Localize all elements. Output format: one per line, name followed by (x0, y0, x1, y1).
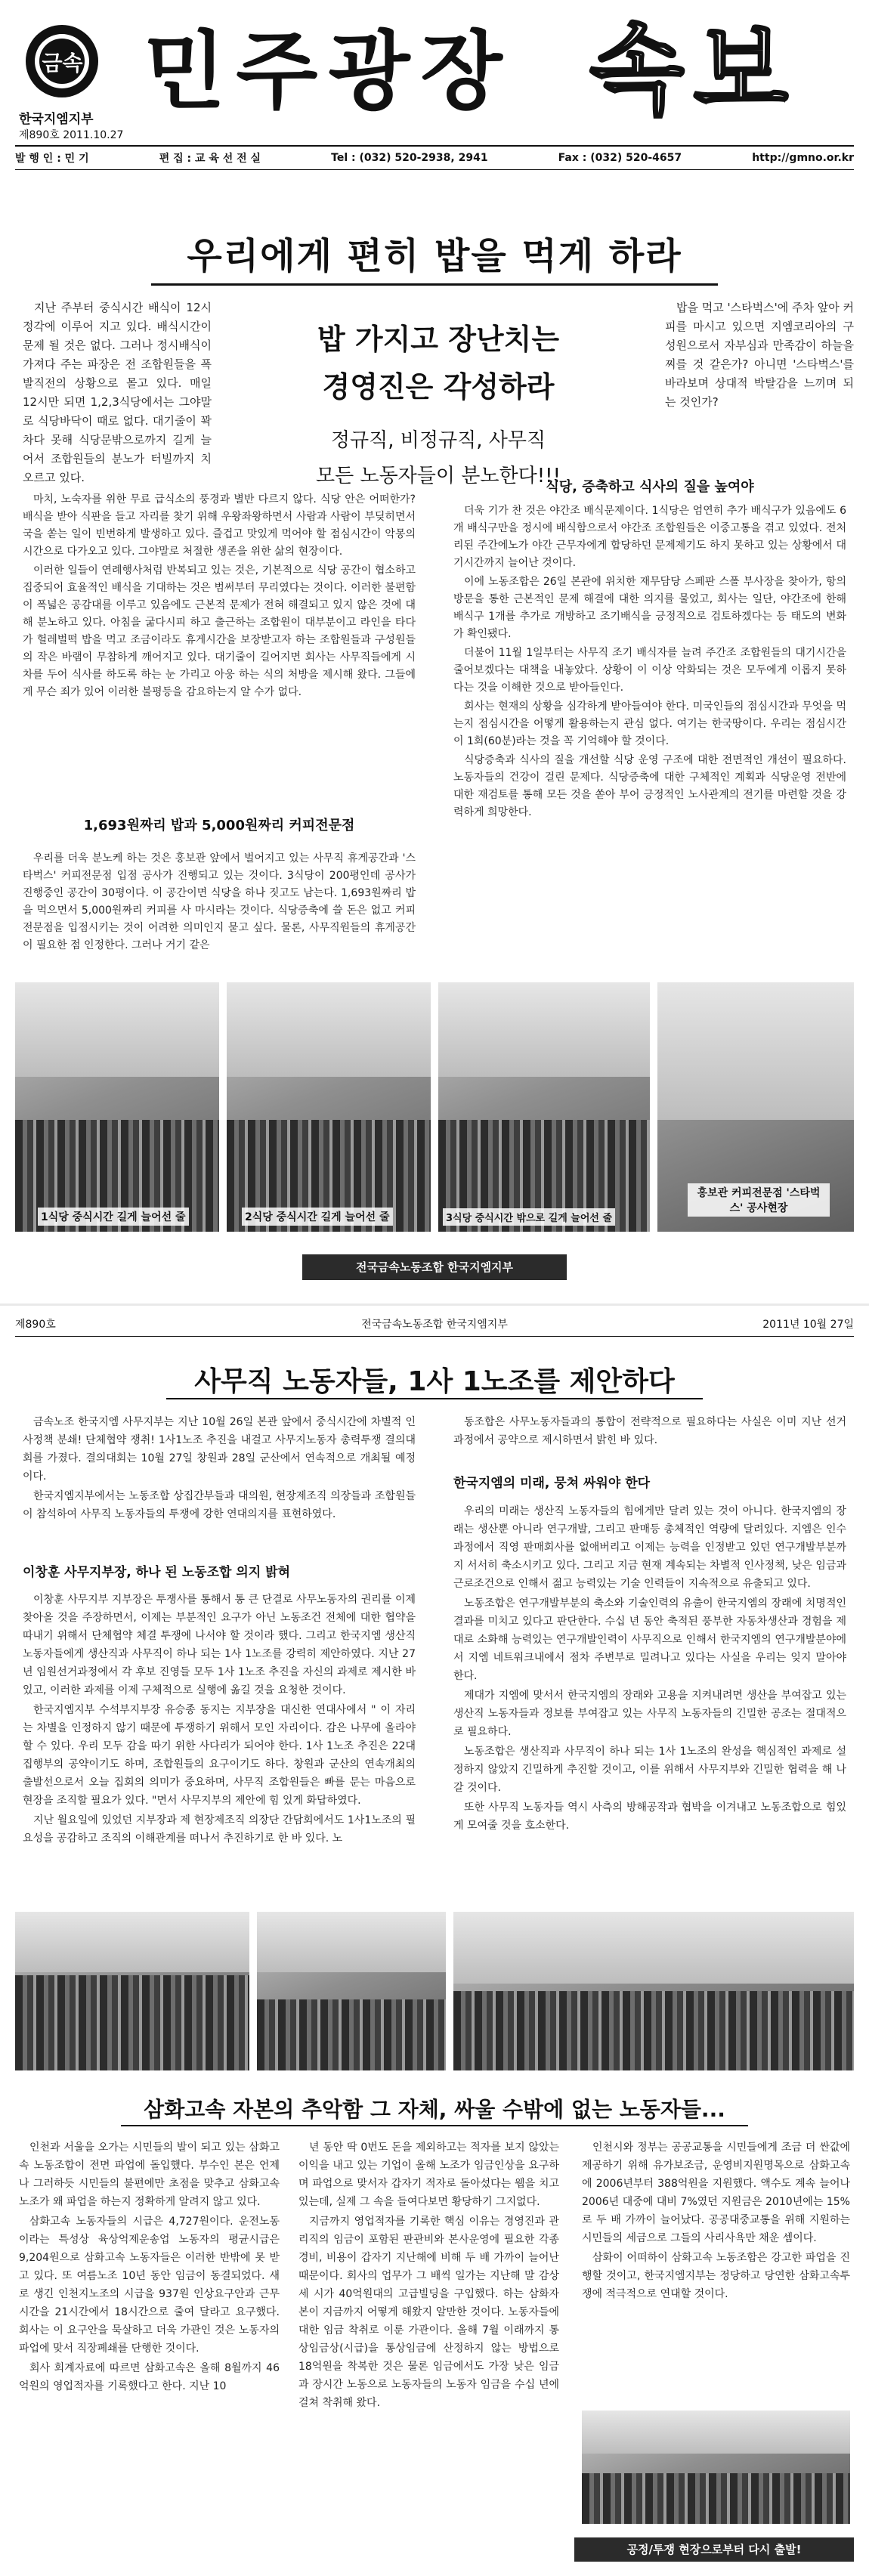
paragraph: 밥을 먹고 '스타벅스'에 주차 앞아 커피를 마시고 있으면 지엠코리아의 구성원으로서 자부심과 만족감이 하늘을 찌를 것 같은가? 아니면 '스타벅스'를 바라보며 상대적 박탈감을 느끼며 되는 것인가? (665, 301, 854, 409)
page2-right-text (453, 1413, 846, 1451)
union-logo (23, 20, 102, 103)
issue-number (19, 127, 125, 142)
info-fax: Fax : (032) 520-4657 (558, 152, 682, 164)
paragraph: 우리를 더욱 분노케 하는 것은 홍보관 앞에서 벌어지고 있는 사무직 휴게공간과 '스타벅스' 커피전문점 입점 공사가 진행되고 있는 것이다. 3식당이 200평인데 공사가 진행중인 공간이 30평이다. 이 공간이면 식당을 하나 짓고도 남는다. 1,693원짜리 밥을 먹으면서 5,000원짜리 커피를 사 마시라는 것이다. 식당증축에 쓸 돈은 없고 커피전문점을 입점시키는 것이 어려한 의미인지 묻고 싶다. 물론, 사무직원들의 휴게공간이 필요한 점 인정한다. 그러나 거기 같은 (23, 852, 416, 951)
paragraph: 금속노조 한국지엠 사무지부는 지난 10월 26일 본관 앞에서 중식시간에 차별적 인사정책 분쇄! 단체협약 쟁취! 1사1노조 추진을 내걸고 사무지노동자 총력투쟁 결의대회를 가졌다. 결의대회는 10월 27일 창원과 28일 군산에서 연속적으로 개최될 예정이다. (23, 1416, 416, 1483)
headline-box (227, 302, 650, 487)
page1-left-column (23, 298, 212, 489)
photo-caption: 2식당 중식시간 길게 늘어선 줄 (242, 1208, 393, 1226)
box-subtitle-2: 모든 노동자들이 분노한다!!! (315, 465, 561, 487)
photo-cafeteria-3 (438, 982, 650, 1232)
info-editor: 편 집 : 교 육 선 전 실 (159, 153, 261, 165)
page2-footer: 공정/투쟁 현장으로부터 다시 출발! (574, 2537, 854, 2562)
paragraph: 삼화고속 노동자들의 시급은 4,727원이다. 운전노동이라는 특성상 육상억제운송업 노동자의 평균시급은 9,204원으로 삼화고속 노동자들은 이러한 반밖에 못 받고 있다. 또 여름노조 10년 동안 임금이 동결되었다. 새로 생긴 인천지노조의 시급을 937원 인상요구안과 근무시간을 21시간에서 18시간으로 줄여 달라고 요구했다. 회사는 이 요구안을 묵살하고 더욱 가관인 것은 노동자의 파업에 맞서 직장폐쇄를 단행한 것이다. (19, 2216, 280, 2355)
running-issue: 제890호 (15, 1319, 56, 1331)
masthead-title: 민주광장 (144, 23, 513, 121)
box-title-2: 경영진은 각성하라 (322, 370, 555, 404)
paragraph: 식당증축과 식사의 질을 개선할 식당 운영 구조에 대한 전면적인 개선이 필요하다. 노동자들의 건강이 걸린 문제다. 식당증축에 대한 구체적인 계획과 식당운영 전반에 대한 재검토를 통해 모든 것을 쏟아 부어 긍정적인 노사관계의 전기를 마련할 것을 강력하게 희망한다. (453, 754, 846, 818)
paragraph: 회사 회계자료에 따르면 삼화고속은 올해 8월까지 46억원의 영업적자를 기록했다고 한다. 지난 10 (19, 2362, 280, 2392)
samhwa-headline: 삼화고속 자본의 추악함 그 자체, 싸울 수밖에 없는 노동자들... (144, 2097, 725, 2122)
page2-right-subtitle: 한국지엠의 미래, 뭉쳐 싸워야 한다 (453, 1476, 651, 1491)
paragraph: 인천과 서울을 오가는 시민들의 발이 되고 있는 삼화고속 노동조합이 전면 파업에 돌입했다. 부수인 본은 언제나 그러하듯 시민들의 불편에만 초점을 맞추고 삼화고속 노조가 왜 파업을 하는지 정확하게 알려지 않고 있다. (19, 2142, 280, 2208)
paragraph: 한국지엠지부 수석부지부장 유승종 동지는 지부장을 대신한 연대사에서 " 이 자리는 차별을 인정하지 않기 때문에 투쟁하기 위해서 모인 자리이다. 감은 나무에 올라야 할 수 있다. 우리 모두 감을 따기 위한 사다리가 되어야 한다. 1사 1노조 추진은 22대 집행부의 공약이기도 하며, 조합원들의 요구이기도 하다. 창원과 군산의 연속개최의 출발선으로서 오늘 집회의 의미가 중요하며, 사무직 조합원들은 빠를 문는 마음으로 현장을 조직할 필요가 있다. "면서 사무지부의 제안에 힘 있게 화답하였다. (23, 1704, 416, 1807)
box-subtitle-1: 정규직, 비정규직, 사무직 (330, 429, 546, 452)
info-bar (15, 148, 854, 168)
paragraph: 이러한 일들이 연례행사처럼 반복되고 있는 것은, 기본적으로 식당 공간이 협소하고 집중되어 효율적인 배식을 기대하는 것은 범써부터 무리였다는 것이다. 이러한 불편함이 폭넓은 공감대를 이루고 있음에도 근본적 문제가 전혀 해결되고 있지 않은 것에 대해 분노하고 있다. 아침을 굶다시피 하고 출근하는 조합원이 대부분이고 라인을 타다가 헐레벌떡 밥을 먹고 조금이라도 휴게시간을 보장받고자 하는 조합원들과 구성원들의 작은 바램이 무참하게 깨어지고 있다. 대기줄이 길어지면 회사는 사무직들에게 시차를 두어 식사를 하도록 하는 눈 가리고 아웅 하는 식의 처방을 제시해 왔다. 그들에게 무슨 죄가 있어 이러한 불평등을 감요하는지 알 수가 없다. (23, 564, 416, 698)
page1-footer: 전국금속노동조합 한국지엠지부 (302, 1254, 567, 1280)
mid-right-title: 식당, 증축하고 식사의 질을 높여야 (546, 479, 754, 495)
paragraph: 제대가 지엠에 맞서서 한국지엠의 장래와 고용을 지켜내려면 생산을 부여잡고 있는 생산직 노동자들과 정보를 부여잡고 있는 사무직 노동자들의 긴밀한 공조는 절대적으로 필요하다. (453, 1690, 846, 1738)
info-url: http://gmno.or.kr (752, 152, 854, 164)
photo-samhwa-protest (582, 2411, 850, 2524)
photo-cafeteria-2 (227, 982, 431, 1232)
paragraph: 지금까지 영업적자를 기록한 핵심 이유는 경영진과 관리직의 임금이 포함된 판관비와 본사운영에 필요한 각종 경비, 비용이 갑자기 지난해에 비해 두 배 가까이 늘어난 때문이다. 회사의 업무가 그 배씩 일가는 지난해 말 감상세 시가 40억원대의 고급빌딩을 구입했다. 하는 삼화자본이 지금까지 어떻게 해왔지 알만한 것이다. 노동자들에 대한 임금 착취로 이룬 가관이다. 올해 7월 이래까지 통상임금상(시급)을 통상임금에 산정하지 않는 방법으로 18억원을 착복한 것은 물론 임금에서도 가장 낮은 임금과 장시간 노동으로 노동자들의 노동자 임금을 수십 년에 걸쳐 착취해 왔다. (298, 2216, 559, 2409)
paragraph: 노동조합은 생산직과 사무직이 하나 되는 1사 1노조의 완성을 핵심적인 과제로 설정하지 않았지 긴밀하게 추진할 것이고, 이를 위해서 사무지부와 긴밀한 협력을 해 나갈 것이다. (453, 1746, 846, 1794)
box-title-1: 밥 가지고 장난치는 (317, 323, 560, 356)
photo-caption: 1식당 중식시간 길게 늘어선 줄 (38, 1208, 189, 1226)
page-divider (0, 1303, 869, 1306)
photo-cafeteria-1 (15, 982, 219, 1232)
page2-running-header (15, 1316, 854, 1334)
paragraph: 노동조합은 연구개발부분의 축소와 기술인력의 유출이 한국지엠의 장래에 치명적인 결과를 미치고 있다고 판단한다. 수십 년 동안 축적된 풍부한 자동차생산과 경험을 제대로 소화해 능력있는 연구개발인력이 사무직으로 인해서 한국지엠의 연구개발분야에서 지엠 네트워크내에서 점차 주변부로 밀려나고 있다는 사실을 우리는 잊지 말아야 한다. (453, 1597, 846, 1682)
paragraph: 이에 노동조합은 26일 본관에 위치한 재무담당 스페판 스폴 부사장을 찾아가, 항의방문을 통한 근본적인 문제 해결에 대한 의지를 물었고, 회사는 일단, 야간조에 한해 배식구 1개를 추가로 개방하고 조기배식을 긍정적으로 검토하겠다는 등 태도의 변화가 확인됐다. (453, 576, 846, 640)
info-tel: Tel : (032) 520-2938, 2941 (331, 152, 488, 164)
page2-right-text2 (453, 1502, 846, 1836)
page2-left-subtitle: 이창훈 사무지부장, 하나 된 노동조합 의지 밝혀 (23, 1565, 290, 1580)
paragraph: 또한 사무직 노동자들 역시 사측의 방해공작과 협박을 이겨내고 노동조합으로 힘있게 모여줄 것을 호소한다. (453, 1801, 846, 1832)
page1-headline: 우리에게 편히 밥을 먹게 하라 (187, 235, 682, 277)
page1-mid-left (23, 491, 416, 703)
issue-date: 2011.10.27 (63, 129, 124, 141)
paragraph: 지난 주부터 중식시간 배식이 12시 정각에 이루어 지고 있다. 배식시간이 문제 될 것은 없다. 그러나 정시배식이 가져다 주는 파장은 전 조합원들을 폭발직전의 상황으로 몰고 있다. 매일 12시만 되면 1,2,3식당에서는 그야말로 식당바닥이 때로 없다. 대기줄이 꽉 차다 못해 식당문밖으로까지 길게 늘어서 조합원들의 분노가 터빌까지 치오르고 있다. (23, 301, 212, 484)
running-date: 2011년 10월 27일 (762, 1319, 854, 1331)
paragraph: 더욱 기가 찬 것은 야간조 배식문제이다. 1식당은 엄연히 추가 배식구가 있음에도 6개 배식구만을 정시에 배식함으로서 야간조 조합원들은 이중고통을 겪고 있었다. 전처리된 주간에노가 야간 근무자에게 합당하던 문제제기도 하지 못하고 있는 상황에서 대기시간까지 늘어난 것이다. (453, 505, 846, 569)
page2-headline: 사무직 노동자들, 1사 1노조를 제안하다 (194, 1366, 675, 1397)
paragraph: 인천시와 정부는 공공교통을 시민들에게 조금 더 싼값에 제공하기 위해 유가보조금, 운영비지원명목으로 삼화고속에 2006년부터 388억원을 지원했다. 액수도 계속 늘어나 2006년 대중에 대비 7%였던 지원금은 2010년에는 15%로 두 배 가까이 늘어났다. 공공대중교통을 위해 지원하는 시민들의 세금으로 그들의 사리사욕만 채운 셈이다. (582, 2142, 850, 2244)
paragraph: 삼화이 어떠하이 삼화고속 노동조합은 강고한 파업을 진행할 것이고, 한국지엠지부는 정당하고 당연한 삼화고속투쟁에 적극적으로 연대할 것이다. (582, 2252, 850, 2300)
paragraph: 한국지엠지부에서는 노동조합 상집간부들과 대의원, 현장제조직 의장들과 조합원들이 참석하여 사무직 노동자들의 투쟁에 강한 연대의지를 표현하였다. (23, 1490, 416, 1520)
paragraph: 지난 월요일에 있었던 지부장과 제 현장제조직 의장단 간담회에서도 1사1노조의 필요성을 공감하고 조직의 이해관계를 떠나서 추진하기로 한 바 있다. 노 (23, 1814, 416, 1845)
paragraph: 회사는 현재의 상황을 심각하게 받아들여야 한다. 미국인들의 점심시간과 무엇을 먹는지 점심시간을 어떻게 활용하는지 관심 없다. 여기는 한국땅이다. 우리는 점심시간이 1회(60분)라는 것을 꼭 기억해야 할 것이다. (453, 700, 846, 747)
masthead-title-accent: 속보 (589, 13, 798, 128)
running-org: 전국금속노동조합 한국지엠지부 (361, 1319, 508, 1331)
photo-rally-speaker (15, 1912, 249, 2070)
samhwa-col-2 (298, 2138, 559, 2414)
paragraph: 이창훈 사무지부 지부장은 투쟁사를 통해서 통 큰 단결로 사무노동자의 권리를 이제 찾아올 것을 주장하면서, 이제는 부분적인 요구가 아닌 노동조건 전체에 대한 협약을 따내기 위해서 단체협약 체결 투쟁에 나서야 할 것이라 했다. 그리고 한국지엠 생산직 노동자들에게 생산직과 사무직이 하나 되는 1사 1노조를 강력히 제안하였다. 지난 27년 임원선거과정에서 각 후보 진영들 모두 1사 1노조 추진을 자신의 과제로 제시한 바 있고, 이러한 과제를 이제 구체적으로 실행에 옮길 것을 요청한 것이다. (23, 1594, 416, 1696)
paragraph: 년 동안 딱 0번도 돈을 제외하고는 적자를 보지 않았는 이익을 내고 있는 기업이 올해 노조가 임금인상을 요구하며 파업으로 맞서자 갑자기 적자로 돌아섰다는 웹을 치고 있는데, 실제 그 속을 들여다보면 황당하기 그지없다. (298, 2142, 559, 2208)
page1-mid-right (453, 503, 846, 823)
page1-right-column (665, 298, 854, 413)
samhwa-col-1 (19, 2138, 280, 2397)
union-name: 한국지엠지부 (19, 112, 94, 127)
masthead (15, 14, 854, 174)
coffee-text (23, 850, 416, 956)
paragraph: 우리의 미래는 생산직 노동자들의 힘에게만 달려 있는 것이 아니다. 한국지엠의 장래는 생산뿐 아니라 연구개발, 그리고 판매등 총체적인 역량에 달려있다. 지엠은 인수과정에서 직영 판매회사를 없애버리고 이제는 능력을 인정받고 있던 연구개발부분까지 서서히 축소시키고 있다. 그리고 지금 현재 계속되는 차별적 인사정책, 낮은 임금과 근로조건으로 인해서 젊고 능력있는 기술 인력들이 지속적으로 유출되고 있다. (453, 1505, 846, 1590)
photo-caption: 홍보관 커피전문점 '스타벅스' 공사현장 (688, 1183, 830, 1217)
paragraph: 더불어 11월 1일부터는 사무직 조기 배식자를 늘려 주간조 조합원들의 대기시간을 줄어보겠다는 대책을 내놓았다. 상황이 이 이상 악화되는 것은 모두에게 이롭지 못하다는 것을 이해한 것으로 받아들인다. (453, 647, 846, 694)
photo-rally-wide (453, 1912, 854, 2070)
issue-no: 제890호 (19, 129, 60, 141)
paragraph: 마치, 노숙자를 위한 무료 급식소의 풍경과 별반 다르지 않다. 식당 안은 어떠한가? 배식을 받아 식판을 들고 자리를 찾기 위해 우왕좌왕하면서 사람과 사람이 부딪히면서 국을 쏟는 일이 빈번하게 발생하고 있다. 즐겁고 맛있게 먹어야 할 점심시간이 악몽의 시간으로 다가오고 있다. 그야말로 처절한 생존을 위한 삶의 현장이다. (23, 493, 416, 558)
paragraph: 동조합은 사무노동자들과의 통합이 전략적으로 필요하다는 사실은 이미 지난 선거과정에서 공약으로 제시하면서 밝힌 바 있다. (453, 1416, 846, 1446)
page2-left-text2 (23, 1591, 416, 1849)
logo-text: 금속 (42, 51, 83, 76)
page2-left-text (23, 1413, 416, 1525)
photo-caption: 3식당 중식시간 밖으로 길게 늘어선 줄 (443, 1208, 615, 1226)
photo-starbucks-construction (657, 982, 854, 1232)
coffee-subtitle: 1,693원짜리 밥과 5,000원짜리 커피전문점 (83, 818, 355, 833)
photo-rally-crowd (257, 1912, 446, 2070)
info-publisher: 발 행 인 : 민 기 (15, 153, 89, 165)
samhwa-col-3 (582, 2138, 850, 2305)
